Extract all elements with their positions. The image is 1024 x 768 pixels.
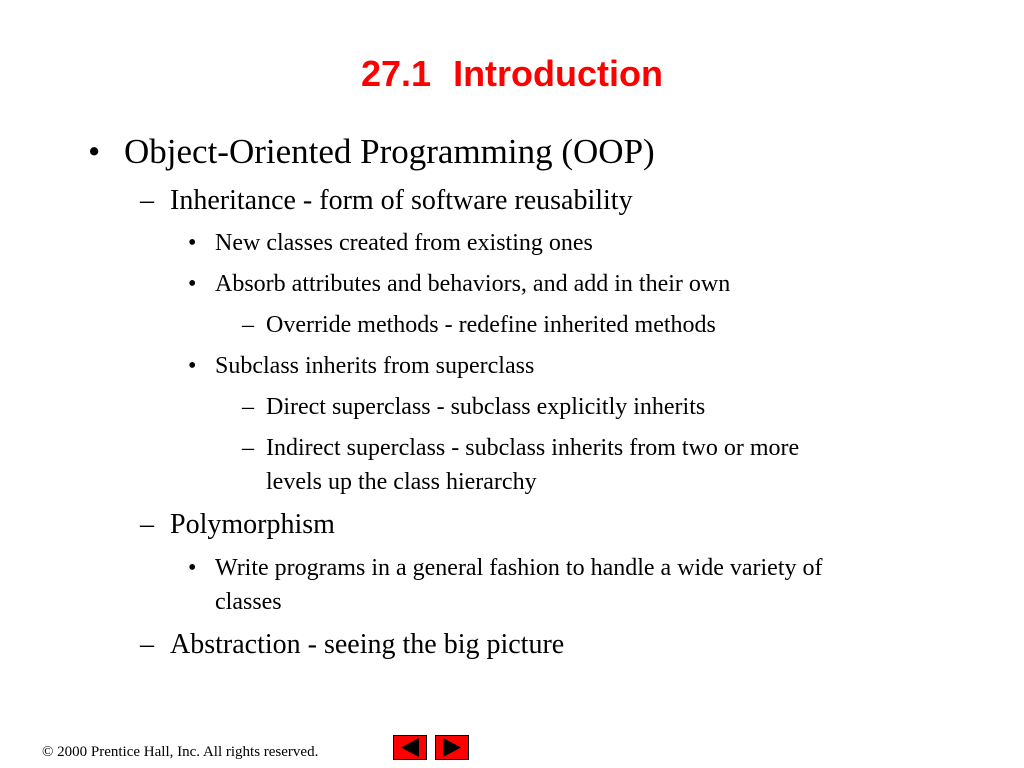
dash-marker: – [242,435,254,461]
bullet-marker: • [188,230,197,256]
bullet-text: Subclass inherits from superclass [215,353,535,379]
next-slide-button[interactable] [435,735,469,760]
bullet-text: Polymorphism [170,509,335,540]
bullet-text: Direct superclass - subclass explicitly inherits [266,394,706,420]
bullet-text: classes [215,589,282,615]
previous-slide-button[interactable] [393,735,427,760]
dash-marker: – [242,394,254,420]
bullet-text: Absorb attributes and behaviors, and add in their own [215,271,731,297]
bullet-marker: • [188,555,197,581]
dash-marker: – [140,509,154,540]
bullet-text: Inheritance - form of software reusability [170,185,633,216]
bullet-text: Object-Oriented Programming (OOP) [124,132,655,171]
slide-title [0,52,1024,96]
bullet-marker: • [188,271,197,297]
bullet-text: Indirect superclass - subclass inherits from two or more [266,435,800,461]
bullet-text: levels up the class hierarchy [266,469,537,495]
bullet-text: Override methods - redefine inherited methods [266,312,716,338]
slide-title-text: Introduction [453,53,664,94]
slide-title-number: 27.1 [360,53,432,94]
left-arrow-icon [394,736,426,759]
bullet-marker: • [188,353,197,379]
bullet-text: Abstraction - seeing the big picture [170,629,565,660]
copyright-footer: © 2000 Prentice Hall, Inc. All rights reserved. [42,744,319,760]
bullet-text: Write programs in a general fashion to handle a wide variety of [215,555,823,581]
bullet-text: New classes created from existing ones [215,230,593,256]
bullet-marker: • [88,132,101,171]
dash-marker: – [242,312,254,338]
right-arrow-icon [436,736,468,759]
dash-marker: – [140,185,154,216]
dash-marker: – [140,629,154,660]
